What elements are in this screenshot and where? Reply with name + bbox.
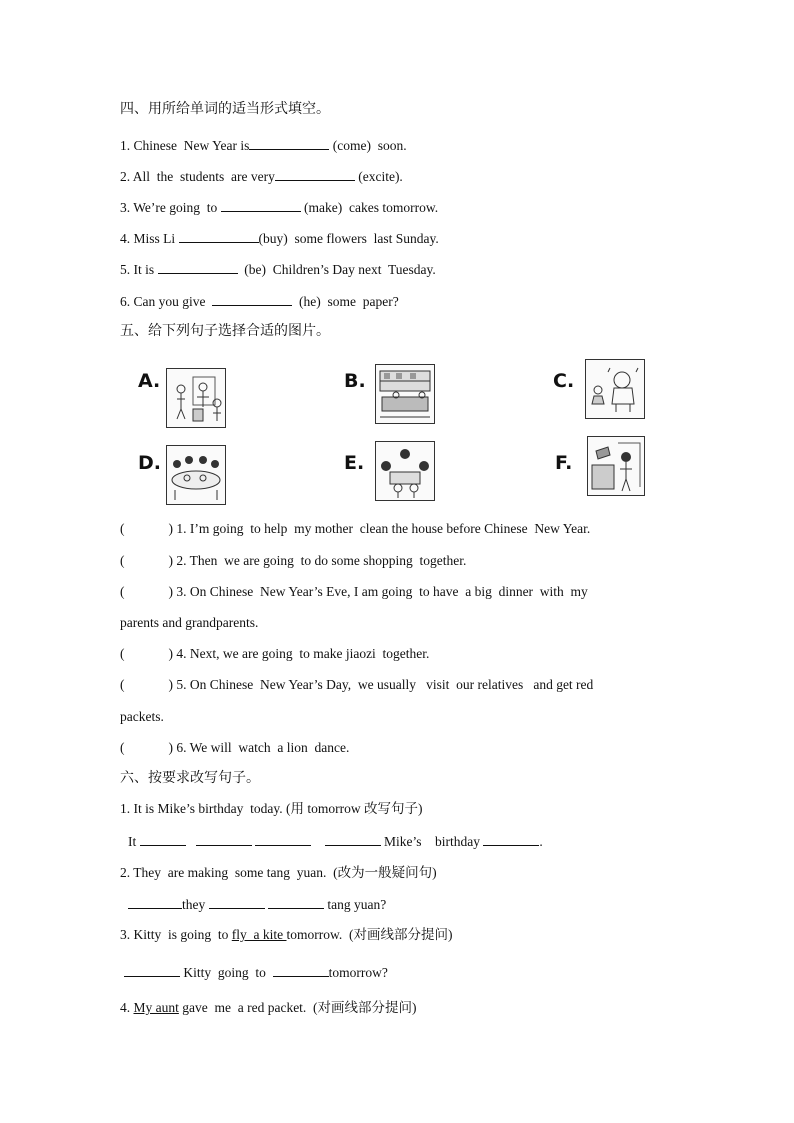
section6-title: 六、按要求改写句子。 xyxy=(120,770,260,786)
item-text: (buy) some flowers last Sunday. xyxy=(258,231,439,246)
rewrite-answer-2 xyxy=(128,895,386,914)
answer-blank[interactable] xyxy=(483,832,539,846)
rewrite-question-4 xyxy=(120,999,417,1017)
paren-close: ) xyxy=(168,740,173,755)
paren-open: ( xyxy=(120,584,125,599)
answer-word: It xyxy=(128,834,137,849)
rewrite-question-2: 2. They are making some tang yuan. (改为一般疑问句) xyxy=(120,865,437,880)
rewrite-answer-1 xyxy=(128,832,543,851)
question-text: tomorrow. (对画线部分提问) xyxy=(286,927,453,942)
answer-blank[interactable] xyxy=(273,963,329,977)
paren-close: ) xyxy=(168,677,173,692)
family-dinner-illustration xyxy=(167,446,225,504)
paren-open: ( xyxy=(120,740,125,755)
rewrite-question-3 xyxy=(120,926,452,944)
option-a-picture xyxy=(166,368,226,428)
fill-item-4 xyxy=(120,229,439,248)
question-text: gave me a red packet. (对画线部分提问) xyxy=(178,1000,417,1015)
lion-dance-illustration xyxy=(586,360,644,418)
answer-word: birthday xyxy=(435,834,481,849)
option-f-picture xyxy=(587,436,645,496)
option-b-picture xyxy=(375,364,435,424)
answer-blank[interactable] xyxy=(124,963,180,977)
answer-word: tomorrow? xyxy=(328,965,388,980)
match-sentence-1 xyxy=(120,520,590,538)
answer-blank[interactable] xyxy=(325,832,381,846)
fill-item-6 xyxy=(120,292,399,311)
answer-blank[interactable] xyxy=(179,229,259,243)
sentence-text: 1. I’m going to help my mother clean the house before Chinese New Year. xyxy=(176,521,591,536)
making-jiaozi-illustration xyxy=(376,442,434,500)
match-sentence-5 xyxy=(120,676,593,694)
answer-blank[interactable] xyxy=(196,832,252,846)
sentence-text: 2. Then we are going to do some shopping together. xyxy=(176,553,467,568)
answer-blank[interactable] xyxy=(255,832,311,846)
option-b-label: B. xyxy=(344,370,366,392)
rewrite-question-1: 1. It is Mike’s birthday today. (用 tomorrow 改写句子) xyxy=(120,801,423,816)
option-f-label: F. xyxy=(555,452,573,474)
sentence-text: 4. Next, we are going to make jiaozi together. xyxy=(176,646,430,661)
option-a-label: A. xyxy=(138,370,161,392)
sentence-text: 6. We will watch a lion dance. xyxy=(176,740,350,755)
underlined-phrase: fly a kite xyxy=(231,927,287,942)
item-text: (be) Children’s Day next Tuesday. xyxy=(237,262,436,277)
answer-blank[interactable] xyxy=(212,292,292,306)
paren-close: ) xyxy=(168,584,173,599)
sentence-text: 5. On Chinese New Year’s Day, we usually visit our relatives and get red xyxy=(176,677,594,692)
red-packet-visit-illustration xyxy=(588,437,644,495)
item-text: 6. Can you give xyxy=(120,294,213,309)
question-text: 4. xyxy=(120,1000,134,1015)
shopping-illustration xyxy=(376,365,434,423)
paren-close: ) xyxy=(168,521,173,536)
fill-item-3 xyxy=(120,198,438,217)
section5-title: 五、给下列句子选择合适的图片。 xyxy=(120,323,330,339)
answer-blank[interactable] xyxy=(158,260,238,274)
fill-item-5 xyxy=(120,260,436,279)
item-text: (excite). xyxy=(354,169,403,184)
paren-open: ( xyxy=(120,677,125,692)
option-e-picture xyxy=(375,441,435,501)
paren-close: ) xyxy=(168,553,173,568)
fill-item-2 xyxy=(120,167,403,186)
match-sentence-5-cont: packets. xyxy=(120,709,164,724)
item-text: 2. All the students are very xyxy=(120,169,275,184)
item-text: (he) some paper? xyxy=(292,294,399,309)
answer-word: tang yuan? xyxy=(327,897,387,912)
answer-blank[interactable] xyxy=(268,895,324,909)
paren-close: ) xyxy=(168,646,173,661)
answer-word: they xyxy=(182,897,206,912)
item-text: 3. We’re going to xyxy=(120,200,221,215)
paren-open: ( xyxy=(120,553,125,568)
option-d-label: D. xyxy=(138,452,161,474)
answer-blank[interactable] xyxy=(249,136,329,150)
sentence-text: 3. On Chinese New Year’s Eve, I am going to have a big dinner with my xyxy=(176,584,588,599)
period: . xyxy=(539,834,543,849)
question-text: 3. Kitty is going to xyxy=(120,927,232,942)
item-text: (make) cakes tomorrow. xyxy=(300,200,439,215)
option-c-label: C. xyxy=(553,370,575,392)
section4-title: 四、用所给单词的适当形式填空。 xyxy=(120,101,330,117)
cleaning-family-illustration xyxy=(167,369,225,427)
answer-blank[interactable] xyxy=(209,895,265,909)
match-sentence-3-cont: parents and grandparents. xyxy=(120,615,259,630)
option-d-picture xyxy=(166,445,226,505)
underlined-phrase: My aunt xyxy=(133,1000,179,1015)
option-c-picture xyxy=(585,359,645,419)
match-sentence-3 xyxy=(120,583,588,601)
answer-word: Kitty going to xyxy=(183,965,266,980)
match-sentence-2 xyxy=(120,552,466,570)
paren-open: ( xyxy=(120,521,125,536)
item-text: 4. Miss Li xyxy=(120,231,179,246)
answer-blank[interactable] xyxy=(140,832,186,846)
match-sentence-4 xyxy=(120,645,429,663)
rewrite-answer-3 xyxy=(124,963,388,982)
item-text: 1. Chinese New Year is xyxy=(120,138,250,153)
answer-blank[interactable] xyxy=(128,895,182,909)
option-e-label: E. xyxy=(344,452,365,474)
match-sentence-6 xyxy=(120,739,349,757)
answer-blank[interactable] xyxy=(221,198,301,212)
answer-word: Mike’s xyxy=(384,834,422,849)
fill-item-1 xyxy=(120,136,407,155)
answer-blank[interactable] xyxy=(275,167,355,181)
item-text: (come) soon. xyxy=(329,138,407,153)
paren-open: ( xyxy=(120,646,125,661)
item-text: 5. It is xyxy=(120,262,158,277)
